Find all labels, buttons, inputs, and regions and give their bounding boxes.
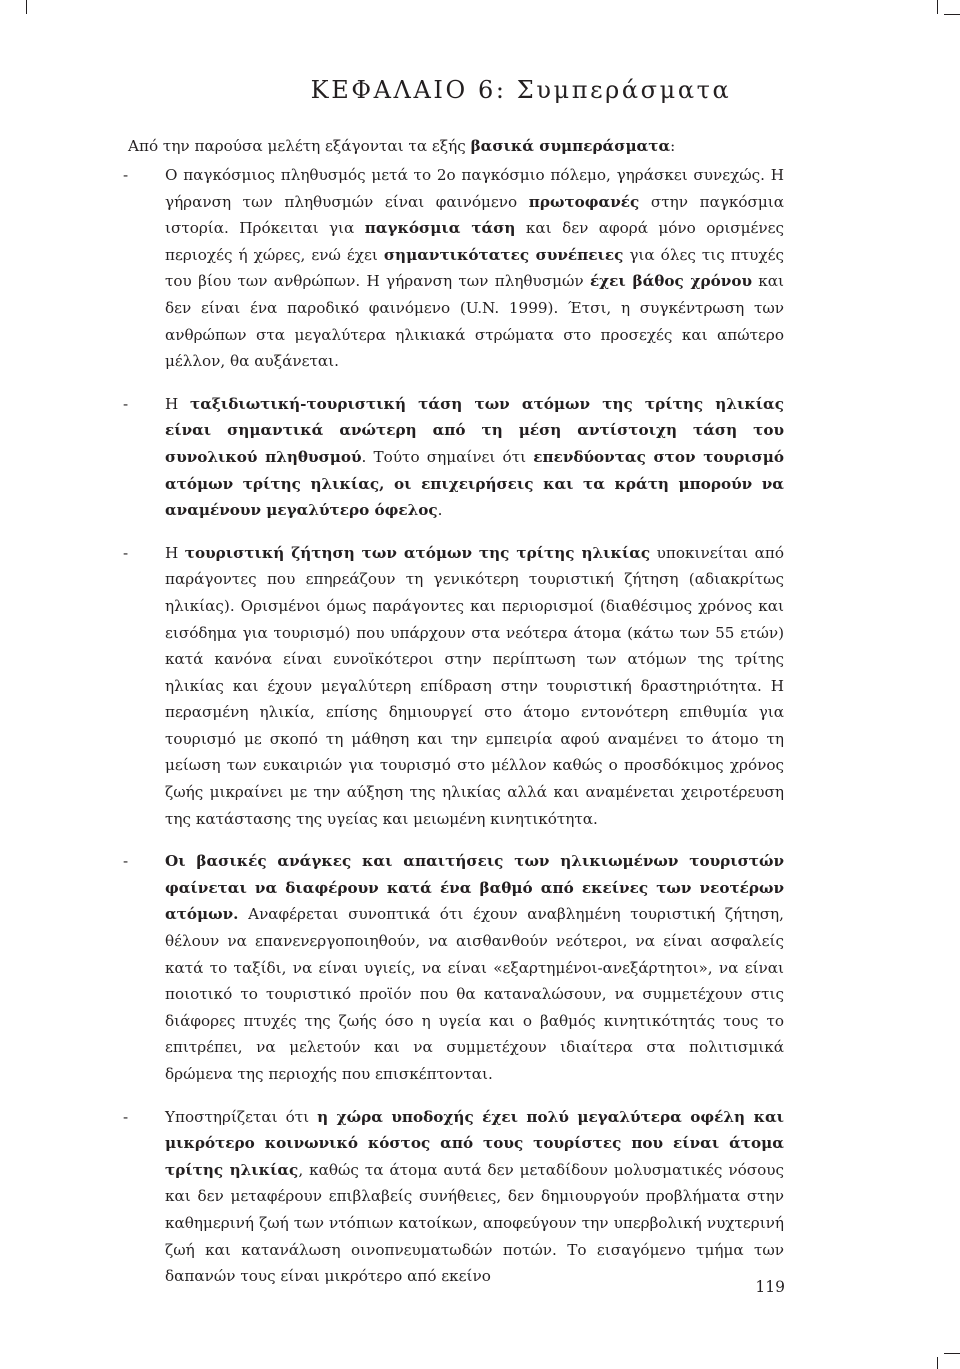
intro-text: Από την παρούσα μελέτη εξάγονται τα εξής: [128, 137, 471, 155]
bullet-dash: -: [123, 394, 129, 413]
bullet-dash: -: [123, 166, 129, 184]
list-item: - Η ταξιδιωτική-τουριστική τάση των ατόμων της τρίτης ηλικίας είναι σημαντικά ανώτερη από τη μέση αντίστοιχη τάση του συνολικού πληθυσμού. Τούτο σημαίνει ότι επενδύοντας στον τουρισμό ατόμων τρίτης ηλικίας, οι επιχειρήσεις και τα κράτη μπορούν να αναμένουν μεγαλύτερο όφελος.: [123, 391, 784, 524]
list-item: - Ο παγκόσμιος πληθυσμός μετά το 2ο παγκόσμιο πόλεμο, γηράσκει συνεχώς. Η γήρανση των πληθυσμών είναι φαινόμενο πρωτοφανές στην παγκόσμια ιστορία. Πρόκειται για παγκόσμια τάση και δεν αφορά μόνο ορισμένες περιοχές ή χώρες, ενώ έχει σημαντικότατες συνέπειες για όλες τις πτυχές του βίου των ανθρώπων. Η γήρανση των πληθυσμών έχει βάθος χρόνου και δεν είναι ένα παροδικό φαινόμενο (U.N. 1999). Έτσι, η συγκέντρωση των ανθρώπων στα μεγαλύτερα ηλικιακά στρώματα στο προσεχές και απώτερο μέλλον, θα αυξάνεται.: [123, 162, 784, 375]
bullet-dash: -: [123, 852, 129, 871]
list-item: - Η τουριστική ζήτηση των ατόμων της τρίτης ηλικίας υποκινείται από παράγοντες που επηρεάζουν τη γενικότερη τουριστική ζήτηση (αδιακρίτως ηλικίας). Ορισμένοι όμως παράγοντες και περιορισμοί (διαθέσιμος χρόνος και εισόδημα για τουρισμό) που υπάρχουν στα νεότερα άτομα (κάτω των 55 ετών) κατά κανόνα είναι ευνοϊκότεροι στην περίπτωση των ατόμων της τρίτης ηλικίας και έχουν μεγαλύτερη επίδραση στην τουριστική δραστηριότητα. Η περασμένη ηλικία, επίσης δημιουργεί στο άτομο εντονότερη επιθυμία για τουρισμό με σκοπό τη μάθηση και την εμπειρία αφού αναμένει το άτομο τη μείωση των ευκαιριών για τουρισμό στο μέλλον καθώς ο προσδόκιμος χρόνος ζωής μικραίνει με την αύξηση της ηλικίας αλλά και αναμένεται χειροτέρευση της κατάστασης της υγείας και μειωμένη κινητικότητα.: [123, 540, 784, 833]
intro-paragraph: [128, 133, 788, 160]
conclusions-list: [123, 162, 784, 1306]
bullet-dash: -: [123, 543, 129, 562]
chapter-title: ΚΕΦΑΛΑΙΟ 6: Συμπεράσματα: [310, 76, 732, 104]
crop-mark-bottom-right-h: [944, 1353, 960, 1354]
list-item: - Υποστηρίζεται ότι η χώρα υποδοχής έχει πολύ μεγαλύτερα οφέλη και μικρότερο κοινωνικό κόστος από τους τουρίστες που είναι άτομα τρίτης ηλικίας, καθώς τα άτομα αυτά δεν μεταδίδουν μολυσματικές νόσους και δεν μεταφέρουν επιβλαβείς συνήθειες, δεν δημιουργούν προβλήματα στην καθημερινή ζωή των ντόπιων κατοίκων, αποφεύγουν την υπερβολική νυχτερινή ζωή και κατανάλωση οινοπνευματωδών ποτών. Το εισαγόμενο τμήμα των δαπανών τους είναι μικρότερο από εκείνο: [123, 1104, 784, 1290]
intro-bold: βασικά συμπεράσματα: [470, 137, 671, 155]
crop-mark-top-left: [26, 0, 27, 14]
bullet-dash: -: [123, 1107, 129, 1126]
crop-mark-bottom-right-v: [937, 1357, 938, 1369]
intro-end: :: [670, 137, 676, 155]
crop-mark-top-right-v: [937, 0, 938, 14]
crop-mark-top-right-h: [944, 14, 960, 15]
page-number: 119: [755, 1278, 785, 1296]
list-item: - Οι βασικές ανάγκες και απαιτήσεις των ηλικιωμένων τουριστών φαίνεται να διαφέρουν κατά ένα βαθμό από εκείνες των νεοτέρων ατόμων. Αναφέρεται συνοπτικά ότι έχουν αναβλημένη τουριστική ζήτηση, θέλουν να επανενεργοποιηθούν, να αισθανθούν νεότεροι, να είναι ασφαλείς κατά το ταξίδι, να είναι υγιείς, να είναι «εξαρτημένοι-ανεξάρτητοι», να είναι ποιοτικό το τουριστικό προϊόν που θα καταναλώσουν, να συμμετέχουν στις διάφορες πτυχές της ζωής όσο η υγεία και ο βαθμός κινητικότητάς τους το επιτρέπει, να μελετούν και να συμμετέχουν ιδιαίτερα στα πολιτισμικά δρώμενα της περιοχής που επισκέπτονται.: [123, 848, 784, 1087]
